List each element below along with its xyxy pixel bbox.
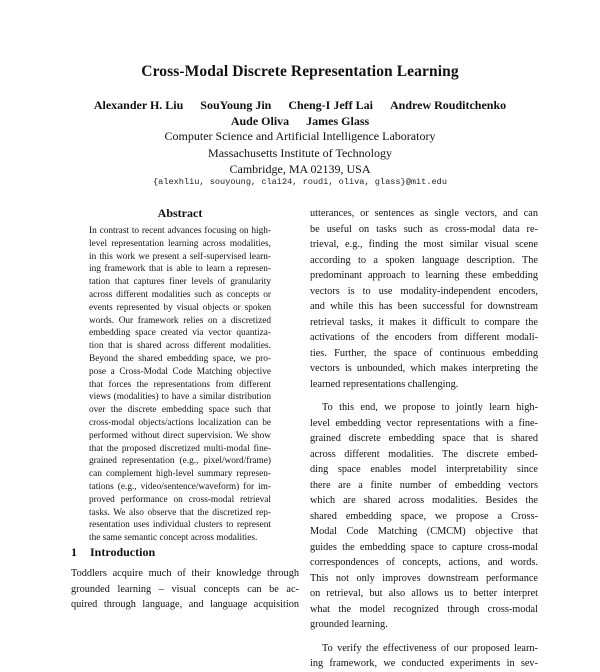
text-line: that the proposed discretized multi-modal fine-: [89, 443, 271, 454]
text-line: learned representations challenging.: [310, 378, 459, 390]
text-line: Toddlers acquire much of their knowledge through: [71, 568, 299, 579]
text-line: vectors is to use modality-independent encoders,: [310, 285, 538, 297]
text-line: level embedding vector representations with a fine-: [310, 417, 538, 429]
abstract-text: [89, 225, 271, 545]
text-line: can complement high-level summary represen-: [89, 469, 271, 480]
text-line: over the discrete embedding space such that: [89, 405, 271, 416]
text-line: To verify the effectiveness of our proposed learn-: [322, 642, 538, 654]
author-name: Andrew Rouditchenko: [390, 98, 507, 112]
text-line: resentation uses individual clusters to represent: [89, 520, 271, 531]
text-line: guides the embedding space to capture cross-modal: [310, 541, 538, 553]
text-line: grounded learning – visual concepts can be ac-: [71, 583, 299, 595]
text-line: across different modalities. The discrete embed-: [310, 448, 538, 460]
text-line: and while this has been successful for downstream: [310, 301, 538, 312]
text-line: tasks. We also observe that the discretized rep-: [89, 507, 271, 518]
paragraph: [310, 641, 538, 672]
text-line: shared embedding space, we propose a Cross-: [310, 510, 538, 522]
text-line: cross-modal objects/actions localization can be: [89, 417, 271, 428]
text-line: grained representation (e.g., pixel/word/frame): [89, 456, 271, 467]
text-line: across different modalities such as concepts or: [89, 289, 271, 300]
author-row-2: [0, 113, 600, 129]
author-row-1: [0, 97, 600, 113]
author-emails: {alexhliu, souyoung, clai24, roudi, oliva, glass}@mit.edu: [153, 177, 447, 187]
abstract-heading: Abstract: [157, 206, 203, 220]
text-line: proved performance on cross-modal retrieval: [89, 494, 271, 505]
author-name: Cheng-I Jeff Lai: [288, 98, 374, 112]
text-line: what the model recognized through cross-modal: [310, 603, 538, 615]
text-line: ties. Further, the space of continuous embedding: [310, 347, 538, 359]
text-line: grounded learning.: [310, 619, 388, 630]
text-line: correspondences of concepts, actions, and words.: [310, 557, 538, 568]
text-line: pose a Cross-Modal Code Matching objective: [89, 366, 271, 377]
section-heading-introduction: [71, 545, 155, 560]
text-line: tations (e.g., video/sentence/waveform) for im-: [89, 481, 271, 492]
text-line: tion that is shared across different modalities.: [89, 341, 271, 352]
author-name: Alexander H. Liu: [93, 98, 184, 112]
text-line: trieval, e.g., finding the most similar visual scene: [310, 239, 538, 250]
text-line: To this end, we propose to jointly learn high-: [322, 402, 538, 413]
text-line: activations of the encoders from different modali-: [310, 332, 538, 343]
author-block: [0, 97, 600, 129]
text-line: level representation learning across modalities,: [89, 238, 271, 249]
author-name: James Glass: [306, 114, 370, 128]
text-line: be useful on tasks such as cross-modal data re-: [310, 223, 538, 235]
text-line: the same semantic concept across modalities.: [89, 533, 258, 544]
text-line: In contrast to recent advances focusing on high-: [89, 226, 271, 236]
text-line: grained discrete embedding space that is shared: [310, 433, 538, 444]
paper-title: Cross-Modal Discrete Representation Learning: [141, 63, 459, 80]
introduction-text: [71, 566, 299, 613]
affiliation-block: [0, 128, 600, 178]
right-column: [310, 206, 538, 672]
text-line: tation that captures finer levels of granularity: [89, 277, 271, 288]
text-line: according to a spoken language description. The: [310, 254, 538, 266]
text-line: This not only improves downstream performance: [310, 572, 538, 584]
text-line: Beyond the shared embedding space, we pro-: [89, 353, 271, 364]
text-line: predominant approach to learning these embedding: [310, 270, 538, 281]
text-line: ing framework that is able to learn a represen-: [89, 264, 271, 275]
author-name: SouYoung Jin: [200, 98, 272, 112]
affiliation-line: Massachusetts Institute of Technology: [208, 145, 392, 160]
text-line: in this work we present a self-supervised learn-: [89, 251, 271, 262]
text-line: utterances, or sentences as single vectors, and can: [310, 208, 538, 219]
text-line: views (modalities) to have a similar distribution: [89, 392, 271, 403]
text-line: quired through language, and language acquisition: [71, 599, 299, 610]
text-line: events represented by visual objects or spoken: [89, 302, 271, 313]
text-line: that forces the representations from different: [89, 379, 271, 390]
text-line: Modal Code Matching (CMCM) objective that: [310, 526, 538, 537]
text-line: retrieval tasks, it makes it difficult to compare the: [310, 316, 538, 328]
section-title: Introduction: [90, 545, 156, 559]
text-line: performed without direct supervision. We show: [89, 430, 271, 441]
paragraph: [310, 400, 538, 633]
text-line: embedding space created via vector quantiza-: [89, 328, 271, 339]
text-line: ding space enables model interpretability since: [310, 464, 538, 475]
text-line: on retrieval, but also allows us to better interpret: [310, 588, 538, 599]
text-line: vectors is unbounded, which makes interpreting the: [310, 363, 538, 374]
affiliation-line: Computer Science and Artificial Intelligence Laboratory: [164, 129, 436, 143]
affiliation-line: Cambridge, MA 02139, USA: [229, 162, 371, 176]
section-number: 1: [71, 545, 77, 559]
text-line: words. Our framework relies on a discretized: [89, 315, 271, 326]
text-line: there are a finite number of embedding vectors: [310, 479, 538, 491]
text-line: which are shared across modalities. Besides the: [310, 495, 538, 506]
text-line: ing framework, we conducted experiments in sev-: [310, 658, 538, 669]
author-name: Aude Oliva: [230, 114, 290, 128]
paragraph: [310, 206, 538, 392]
